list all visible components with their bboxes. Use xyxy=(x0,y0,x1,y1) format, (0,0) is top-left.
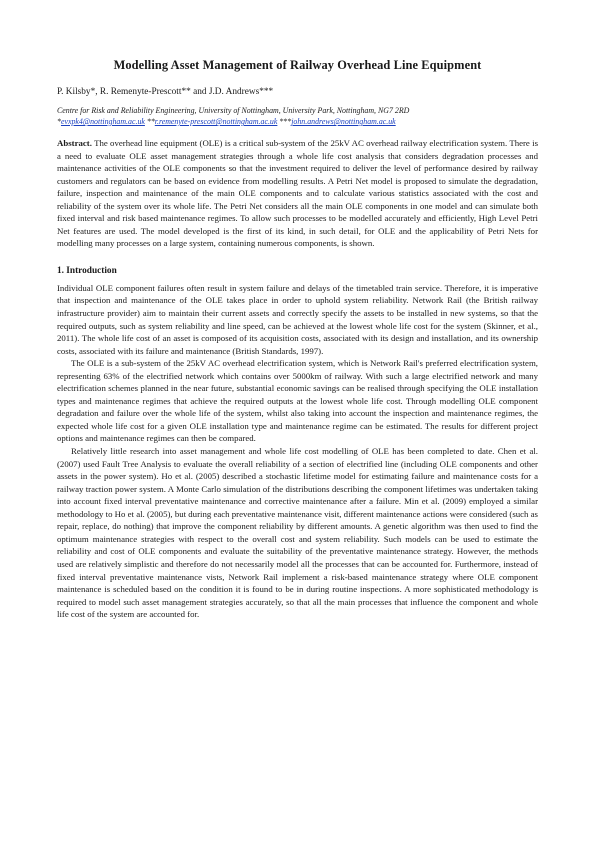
paper-title: Modelling Asset Management of Railway Overhead Line Equipment xyxy=(113,58,482,72)
email-link-kilsby[interactable]: evxpk4@nottingham.ac.uk xyxy=(60,117,145,126)
abstract xyxy=(57,137,538,250)
abstract-text: The overhead line equipment (OLE) is a critical sub-system of the 25kV AC overhead railway electrification system. There is a need to evaluate OLE asset management strategies through a whole life cost analysis that considers degradation processes and maintenance activities of the OLE components so that the investment required to deliver the level of performance desired by railway customers and regulators can be based on evidence from modelling results. A Petri Net model is proposed to simulate the degradation, failure, inspection and maintenance of the main OLE components and to calculate various statistics associated with the cost and reliability of the system over its whole life. The Petri Net considers all the main OLE components in one model and can simulate both fixed interval and risk based maintenance regimes. To allow such processes to be modelled accurately and efficiently, High Level Petri Net features are used. The model developed is the first of its kind, in such detail, for OLE and the applicability of Petri Nets for modelling many processes on a large system, containing numerous components, is shown. xyxy=(57,138,538,249)
email-link-remenyte-prescott[interactable]: r.remenyte-prescott@nottingham.ac.uk xyxy=(154,117,278,126)
author-list: P. Kilsby*, R. Remenyte-Prescott** and J.D. Andrews*** xyxy=(57,87,274,97)
email-prefix-3: *** xyxy=(277,117,292,126)
email-prefix-2: ** xyxy=(144,117,155,126)
intro-paragraph-2: The OLE is a sub-system of the 25kV AC overhead electrification system, which is Network Rail's preferred electrification system, representing 63% of the electrified network which contains over 5000km of railway. With such a large electrified network and many electrification schemes planned in the near future, substantial economic savings can be realised through specifying the OLE installation types and maintenance regimes that achieve the required outputs at the lowest whole life cost. Through modelling OLE component degradation and failure over the whole life of the system, whilst also taking into account the inspection and maintenance regimes, the expected whole life cost for a given OLE installation type and maintenance regime can be estimated. The results for different project options and maintenance regimes can then be compared. xyxy=(57,358,538,444)
affiliation: Centre for Risk and Reliability Engineering, University of Nottingham, University Park, Nottingham, NG7 2RD xyxy=(57,106,410,115)
intro-paragraph-3: Relatively little research into asset management and whole life cost modelling of OLE has been completed to date. Chen et al. (2007) used Fault Tree Analysis to evaluate the overall reliability of a section of electrified line (including OLE components and other assets in the power system). Ho et al. (2005) described a stochastic lifetime model for estimating failure and maintenance costs for a railway traction power system. A Monte Carlo simulation of the distributions describing the component lifetimes was undertaken taking into account fixed interval preventative maintenance and corrective maintenance after a failure. Min et al. (2009) employed a similar methodology to Ho et al. (2005), but during each preventative maintenance visit, different maintenance actions were considered (such as repair, replace, do nothing) that improve the component reliability by different amounts. A genetic algorithm was then used to find the optimum maintenance strategies with respect to the overall cost and system reliability. Such models can be used to estimate the reliability and cost of OLE components and evaluate the suitability of the preventative maintenance strategy. However, the methods used are relatively simplistic and therefore do not necessarily model all the processes that can be accounted for. Furthermore, instead of fixed interval preventative maintenance vists, Network Rail implement a risk-based maintenance strategy where OLE component maintenance is scheduled based on the condition it is found to be in during routine inspections. A more sophisticated methodology is required to model such asset management strategies accurately, so that all the main processes that influence the component and whole life cost of the system are accounted for. xyxy=(57,446,538,620)
email-prefix-1: * xyxy=(57,117,61,126)
section-heading-introduction: 1. Introduction xyxy=(57,265,117,276)
email-link-andrews[interactable]: john.andrews@nottingham.ac.uk xyxy=(291,117,396,126)
email-line xyxy=(57,116,538,127)
abstract-label: Abstract. xyxy=(57,138,92,148)
intro-paragraph-1: Individual OLE component failures often result in system failure and delays of the timetabled train service. Therefore, it is imperative that inspection and maintenance of the OLE takes place in order to uphold system reliability. Network Rail (the British railway infrastructure provider) aim to maintain their current assets and correctly specify the assets to be installed in new systems, so that the required outputs, such as system reliability and line speed, can be achieved at the lowest whole life cost for the system (Skinner, et al., 2011). The whole life cost of an asset is composed of its acquisition costs, associated with its design and installation, and its ownership costs, associated with its failure and maintenance (British Standards, 1997). xyxy=(57,282,538,356)
